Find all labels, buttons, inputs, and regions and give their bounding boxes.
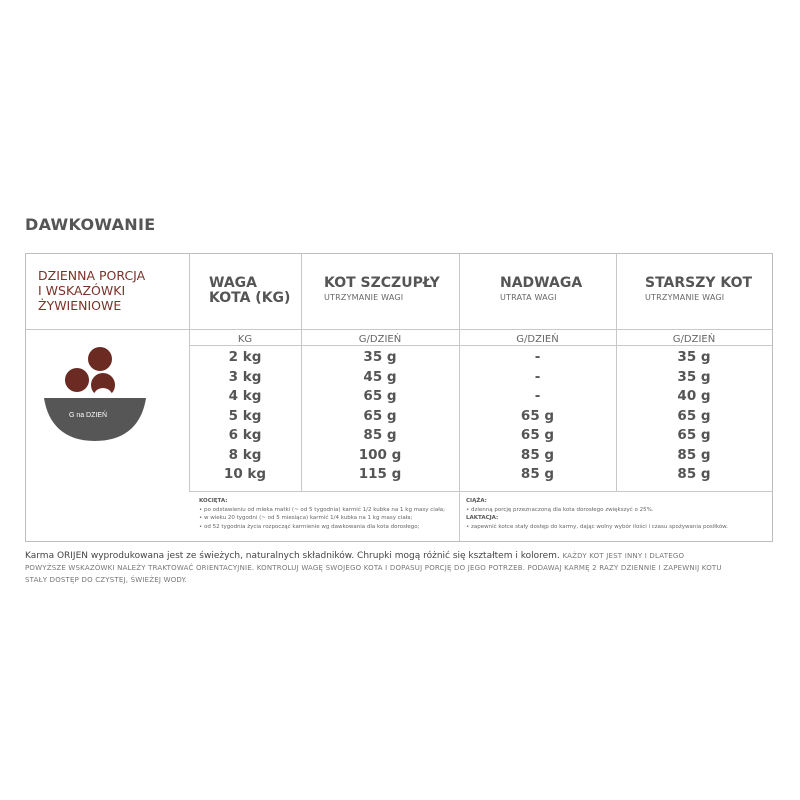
portion-cell: 65 g [677, 427, 711, 443]
weight-cell: 3 kg [228, 368, 262, 385]
footer-bold: Karma ORIJEN wyprodukowana jest ze świeżych, naturalnych składników. Chrupki mogą różnić się kształtem i kolorem. [25, 551, 560, 561]
weight-cell: 8 kg [228, 446, 262, 463]
portion-cell: 65 g [363, 388, 397, 404]
portion-cell: 65 g [677, 407, 711, 424]
portion-cell: 100 g [358, 446, 402, 463]
portion-cell: - [534, 349, 541, 365]
divider [189, 491, 772, 492]
portion-cell: 45 g [363, 368, 397, 385]
unit-label: G/DZIEŃ [358, 334, 402, 345]
portion-cell: - [534, 368, 541, 385]
portion-cell: 85 g [677, 466, 711, 482]
notes-kittens: KOCIĘTA: • po odstawieniu od mleka matki (~ od 5 tygodnia) karmić 1/2 kubka na 1 kg masy ciała; • w wieku 20 tygodni (~ od 5 miesiąca) karmić 1/4 kubka na 1 kg masy ciała; • od 52 tygodnia życia rozpocząć karmienie wg dawkowania dla kota dorosłego; [199, 498, 445, 530]
portion-cell: 35 g [363, 349, 397, 365]
unit-label: KG [237, 334, 253, 345]
bowl-shape [44, 398, 146, 441]
portion-cell: 65 g [520, 407, 555, 424]
kibble-icon [65, 368, 89, 392]
bowl-label: G na DZIEŃ [68, 412, 108, 419]
portion-cell: 115 g [358, 466, 402, 482]
portion-cell: 85 g [677, 446, 711, 463]
header-senior: STARSZY KOT UTRZYMANIE WAGI [645, 275, 753, 302]
portion-cell: 85 g [363, 427, 397, 443]
portion-cell: 65 g [520, 427, 555, 443]
portion-cell: 35 g [677, 349, 711, 365]
kibble-icon [88, 347, 112, 371]
page-title: DAWKOWANIE [25, 215, 156, 234]
unit-label: G/DZIEŃ [516, 334, 559, 345]
weight-cell: 5 kg [228, 407, 262, 424]
portion-cell: 40 g [677, 388, 711, 404]
portion-cell: 35 g [677, 368, 711, 385]
feeding-table [25, 253, 773, 542]
header-lean: KOT SZCZUPŁY UTRZYMANIE WAGI [324, 275, 440, 302]
portion-cell: 85 g [520, 466, 555, 482]
intro-heading: DZIENNA PORCJA I WSKAZÓWKI ŻYWIENIOWE [38, 268, 146, 313]
footer-caps: KAŻDY KOT JEST INNY I DLATEGO POWYŻSZE WSKAZÓWKI NALEŻY TRAKTOWAĆ ORIENTACYJNIE. KONTROLUJ WAGĘ SWOJEGO KOTA I DOPASUJ PORCJĘ DO JEGO POTRZEB. PODAWAJ KARMĘ 2 RAZY DZIENNIE I ZAPEWNIJ KOTU STAŁY DOSTĘP DO CZYSTEJ, ŚWIEŻEJ WODY. [25, 552, 722, 584]
weight-cell: 10 kg [223, 466, 267, 482]
header-weight: WAGA KOTA (KG) [209, 275, 291, 306]
divider [26, 329, 772, 330]
portion-cell: 85 g [520, 446, 555, 463]
portion-cell: 65 g [363, 407, 397, 424]
notes-pregnancy: CIĄŻA: • dzienną porcję przeznaczoną dla kota dorosłego zwiększyć o 25%. LAKTACJA: • zapewnić kotce stały dostęp do karmy, dając wolny wybór ilości i czasu spożywania posiłków. [466, 498, 728, 530]
header-overweight: NADWAGA UTRATA WAGI [500, 275, 583, 302]
divider [189, 345, 772, 346]
unit-label: G/DZIEŃ [672, 334, 716, 345]
footer-text [25, 550, 725, 586]
portion-cell: - [534, 388, 541, 404]
bowl-icon [42, 344, 148, 446]
weight-cell: 6 kg [228, 427, 262, 443]
weight-cell: 2 kg [228, 349, 262, 365]
weight-cell: 4 kg [228, 388, 262, 404]
